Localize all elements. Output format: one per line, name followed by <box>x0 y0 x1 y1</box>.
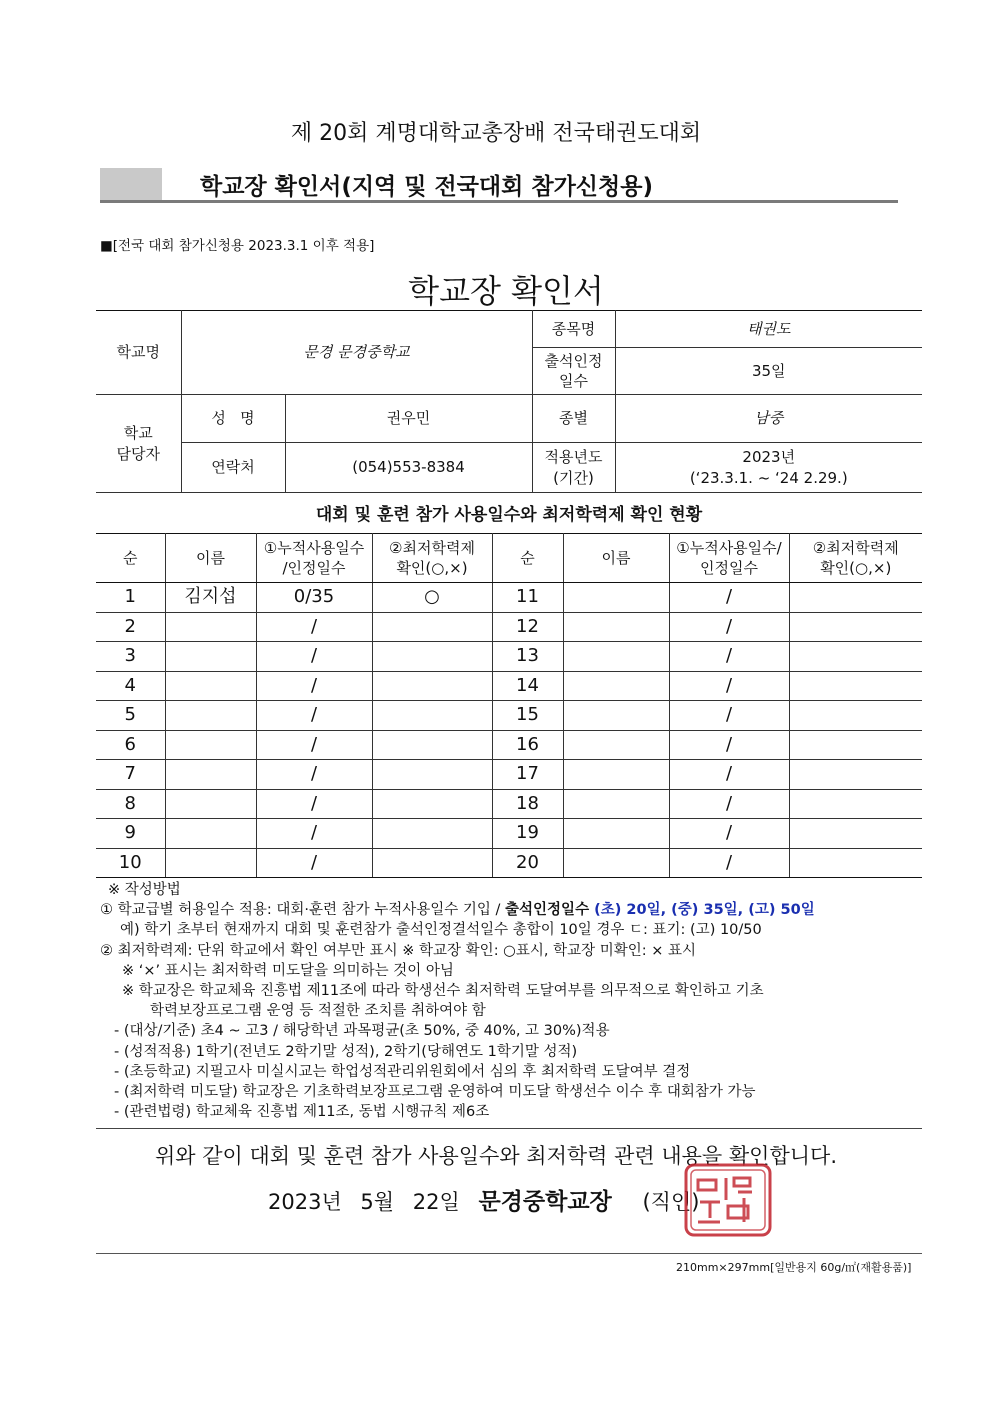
instructions-divider <box>96 1128 922 1129</box>
school-value: 문경 문경중학교 <box>181 311 532 395</box>
school-label: 학교명 <box>96 311 181 395</box>
attendance-label: 출석인정 일수 <box>532 348 615 395</box>
document-title: 학교장 확인서 <box>408 272 604 310</box>
official-seal-stamp <box>682 1162 774 1238</box>
row-name <box>165 760 256 790</box>
header-name-left: 이름 <box>165 534 256 583</box>
row-name <box>563 760 669 790</box>
row-name <box>563 730 669 760</box>
row-check <box>789 701 922 731</box>
header-no-right: 순 <box>492 534 563 583</box>
row-check: ○ <box>372 583 492 613</box>
date-year: 2023년 <box>268 1190 342 1214</box>
row-days: / <box>256 730 372 760</box>
row-days: / <box>669 701 789 731</box>
row-name <box>563 701 669 731</box>
row-number: 13 <box>492 642 563 672</box>
row-check <box>372 671 492 701</box>
row-number: 3 <box>96 642 165 672</box>
row-days: / <box>669 671 789 701</box>
header-name-right: 이름 <box>563 534 669 583</box>
row-check <box>372 612 492 642</box>
banner-underline <box>100 200 898 203</box>
row-number: 15 <box>492 701 563 731</box>
row-number: 14 <box>492 671 563 701</box>
row-number: 2 <box>96 612 165 642</box>
row-number: 4 <box>96 671 165 701</box>
main-title: 제 20회 계명대학교총장배 전국태권도대회 <box>290 121 702 146</box>
table-row <box>96 760 922 790</box>
row-days: / <box>669 819 789 849</box>
signature-line <box>268 1183 699 1216</box>
row-number: 6 <box>96 730 165 760</box>
row-days: / <box>256 642 372 672</box>
school-info-table <box>96 310 922 493</box>
status-title: 대회 및 훈련 참가 사용일수와 최저학력제 확인 현황 <box>315 505 703 525</box>
table-row <box>96 819 922 849</box>
row-check <box>372 701 492 731</box>
date-month: 5월 <box>360 1190 395 1214</box>
row-days: / <box>256 671 372 701</box>
row-name <box>563 819 669 849</box>
contact-value: (054)553-8384 <box>285 443 532 493</box>
row-days: / <box>669 612 789 642</box>
table-row <box>96 642 922 672</box>
row-number: 9 <box>96 819 165 849</box>
table-row <box>96 848 922 878</box>
paper-spec-note: 210mm×297mm[일반용지 60g/㎡(재활용품)] <box>676 1261 912 1274</box>
event-value: 태권도 <box>615 311 922 348</box>
row-number: 1 <box>96 583 165 613</box>
table-row <box>96 789 922 819</box>
instruction-bullet: - (관련법령) 학교체육 진흥법 제11조, 동법 시행규칙 제6조 <box>114 1104 490 1121</box>
row-check <box>789 760 922 790</box>
row-check <box>789 789 922 819</box>
row-days: / <box>669 730 789 760</box>
item2-text: : 단위 학교에서 확인 여부만 표시 ※ 학교장 확인: ○표시, 학교장 미확인: × 표시 <box>187 942 696 959</box>
seal-mark-label: (직인) <box>642 1190 700 1214</box>
instruction-bullet: - (대상/기준) 초4 ~ 고3 / 해당학년 과목평균(초 50%, 중 40%, 고 30%)적용 <box>114 1023 610 1040</box>
gender-label: 종별 <box>532 395 615 443</box>
row-name <box>165 789 256 819</box>
row-name: 김지섭 <box>165 583 256 613</box>
row-days: / <box>669 583 789 613</box>
instruction-bullet: - (초등학교) 지필고사 미실시교는 학업성적관리위원회에서 심의 후 최저학력 도달여부 결정 <box>114 1063 691 1080</box>
table-row <box>96 671 922 701</box>
row-number: 20 <box>492 848 563 878</box>
row-number: 5 <box>96 701 165 731</box>
header-days-left: ①누적사용일수 /인정일수 <box>256 534 372 583</box>
row-name <box>165 819 256 849</box>
row-name <box>165 701 256 731</box>
row-check <box>372 730 492 760</box>
row-name <box>165 642 256 672</box>
row-days: / <box>256 819 372 849</box>
name-label: 성 명 <box>181 395 285 443</box>
row-name <box>563 848 669 878</box>
item1-highlight: (초) 20일, (중) 35일, (고) 50일 <box>589 902 815 919</box>
row-name <box>563 671 669 701</box>
row-check <box>372 760 492 790</box>
row-number: 12 <box>492 612 563 642</box>
bottom-divider <box>96 1253 922 1254</box>
row-days: / <box>669 760 789 790</box>
instructions <box>100 880 930 1122</box>
item1-text: ① 학교급별 허용일수 적용: 대회·훈련 참가 누적사용일수 기입 / <box>100 902 506 919</box>
row-number: 10 <box>96 848 165 878</box>
row-check <box>789 583 922 613</box>
row-days: / <box>256 848 372 878</box>
row-check <box>789 612 922 642</box>
row-days: / <box>256 789 372 819</box>
row-name <box>563 789 669 819</box>
principal-title: 문경중학교장 <box>478 1189 612 1215</box>
row-number: 18 <box>492 789 563 819</box>
item1-bold: 출석인정일수 <box>505 902 590 919</box>
instruction-note-2a: ※ 학교장은 학교체육 진흥법 제11조에 따라 학생선수 최저학력 도달여부를 의무적으로 확인하고 기초 <box>122 983 764 1000</box>
row-number: 17 <box>492 760 563 790</box>
confirmation-text: 위와 같이 대회 및 훈련 참가 사용일수와 최저학력 관련 내용을 확인합니다. <box>154 1144 837 1168</box>
table-row <box>96 701 922 731</box>
instruction-item-1 <box>100 900 930 920</box>
row-number: 16 <box>492 730 563 760</box>
table-row <box>96 583 922 613</box>
item2-prefix: ② 최저학력제 <box>100 942 188 959</box>
manager-label: 학교 담당자 <box>96 395 181 493</box>
row-number: 11 <box>492 583 563 613</box>
header-check-left: ②최저학력제 확인(○,×) <box>372 534 492 583</box>
row-name <box>563 583 669 613</box>
row-name <box>165 671 256 701</box>
row-days: / <box>256 701 372 731</box>
row-name <box>165 730 256 760</box>
name-value: 권우민 <box>285 395 532 443</box>
period-value: (‘23.3.1. ~ ‘24 2.29.) <box>689 468 848 487</box>
apply-notice: ■[전국 대회 참가신청용 2023.3.1 이후 적용] <box>100 238 375 254</box>
row-check <box>789 671 922 701</box>
row-number: 7 <box>96 760 165 790</box>
row-days: / <box>256 760 372 790</box>
row-number: 19 <box>492 819 563 849</box>
row-check <box>789 730 922 760</box>
row-name <box>563 642 669 672</box>
banner-gray-box <box>100 168 162 200</box>
instruction-example: 예) 학기 초부터 현재까지 대회 및 훈련참가 출석인정결석일수 총합이 10일 경우 ㄷ: 표기: (고) 10/50 <box>120 922 762 939</box>
instructions-heading: ※ 작성방법 <box>108 882 181 898</box>
contact-label: 연락처 <box>181 443 285 493</box>
row-days: / <box>256 612 372 642</box>
row-name <box>165 612 256 642</box>
header-no-left: 순 <box>96 534 165 583</box>
instruction-bullet: - (성적적용) 1학기(전년도 2학기말 성적), 2학기(당해연도 1학기말 성적) <box>114 1043 578 1060</box>
gender-value: 남중 <box>615 395 922 443</box>
row-name <box>563 612 669 642</box>
table-row <box>96 612 922 642</box>
row-days: 0/35 <box>256 583 372 613</box>
header-check-right: ②최저학력제 확인(○,×) <box>789 534 922 583</box>
event-label: 종목명 <box>532 311 615 348</box>
instruction-item-2 <box>100 941 930 961</box>
header-days-right: ①누적사용일수/ 인정일수 <box>669 534 789 583</box>
status-table <box>96 533 922 878</box>
row-days: / <box>669 848 789 878</box>
instruction-bullet: - (최저학력 미도달) 학교장은 기초학력보장프로그램 운영하여 미도달 학생선수 이수 후 대회참가 가능 <box>114 1084 756 1101</box>
banner-title: 학교장 확인서(지역 및 전국대회 참가신청용) <box>200 174 653 200</box>
table-row <box>96 730 922 760</box>
date-day: 22일 <box>412 1190 460 1214</box>
row-check <box>372 848 492 878</box>
row-check <box>372 789 492 819</box>
row-name <box>165 848 256 878</box>
row-check <box>789 819 922 849</box>
row-check <box>789 642 922 672</box>
year-value: 2023년 <box>742 448 796 467</box>
row-days: / <box>669 789 789 819</box>
year-cell <box>615 443 922 493</box>
instruction-note-1: ※ ‘×’ 표시는 최저학력 미도달을 의미하는 것이 아님 <box>122 962 454 979</box>
year-label: 적용년도 (기간) <box>532 443 615 493</box>
row-number: 8 <box>96 789 165 819</box>
row-days: / <box>669 642 789 672</box>
row-check <box>789 848 922 878</box>
status-rows <box>96 583 922 878</box>
attendance-value: 35일 <box>615 348 922 395</box>
row-check <box>372 819 492 849</box>
row-check <box>372 642 492 672</box>
instruction-note-2b: 학력보장프로그램 운영 등 적절한 조치를 취하여야 함 <box>150 1003 486 1020</box>
